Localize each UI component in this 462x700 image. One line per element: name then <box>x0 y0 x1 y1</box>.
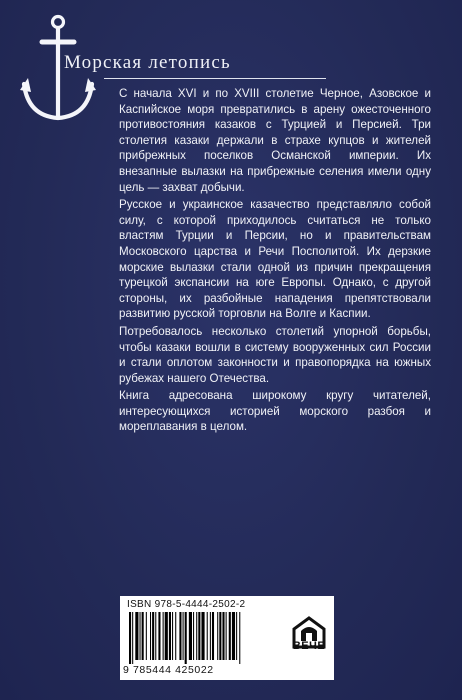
barcode-image <box>127 612 287 664</box>
barcode-digits: 9 785444 425022 <box>123 664 214 676</box>
title-divider <box>104 78 326 79</box>
paragraph-2: Русское и украинское казачество представляло собой силу, с которой приходилось считаться не только властям Турции и Персии, но и правительствам Московского царства и Речи Посполитой. Их дерзкие морские вылазки стали одной из причин прекращения турецкой экспансии на юге Европы. Однако, с другой стороны, их разбойные нападения препятствовали развитию русской торговли на Волге и Каспии. <box>119 198 431 321</box>
publisher-logo-text: ВЕЧЕ <box>292 640 326 652</box>
paragraph-3: Потребовалось несколько столетий упорной борьбы, чтобы казаки вошли в систему вооруженных сил России и стали оплотом законности и правопорядка на южных рубежах нашего Отечества. <box>119 324 431 385</box>
publisher-logo-icon <box>288 604 330 666</box>
paragraph-4: Книга адресована широкому кругу читателей, интересующихся историей морского разбоя и мореплавания в целом. <box>119 389 431 434</box>
annotation-text <box>119 86 431 437</box>
paragraph-1: С начала XVI и по XVIII столетие Черное, Азовское и Каспийское моря превратились в арену ожесточенного противостояния казаков с Турцией и Персией. Три столетия казаки держали в страхе купцов и жителей прибрежных поселков Османской империи. Их внезапные вылазки на прибрежные селения имели одну цель — захват добычи. <box>119 87 431 194</box>
series-title: Морская летопись <box>64 52 231 73</box>
isbn-label: ISBN 978-5-4444-2502-2 <box>127 599 246 610</box>
